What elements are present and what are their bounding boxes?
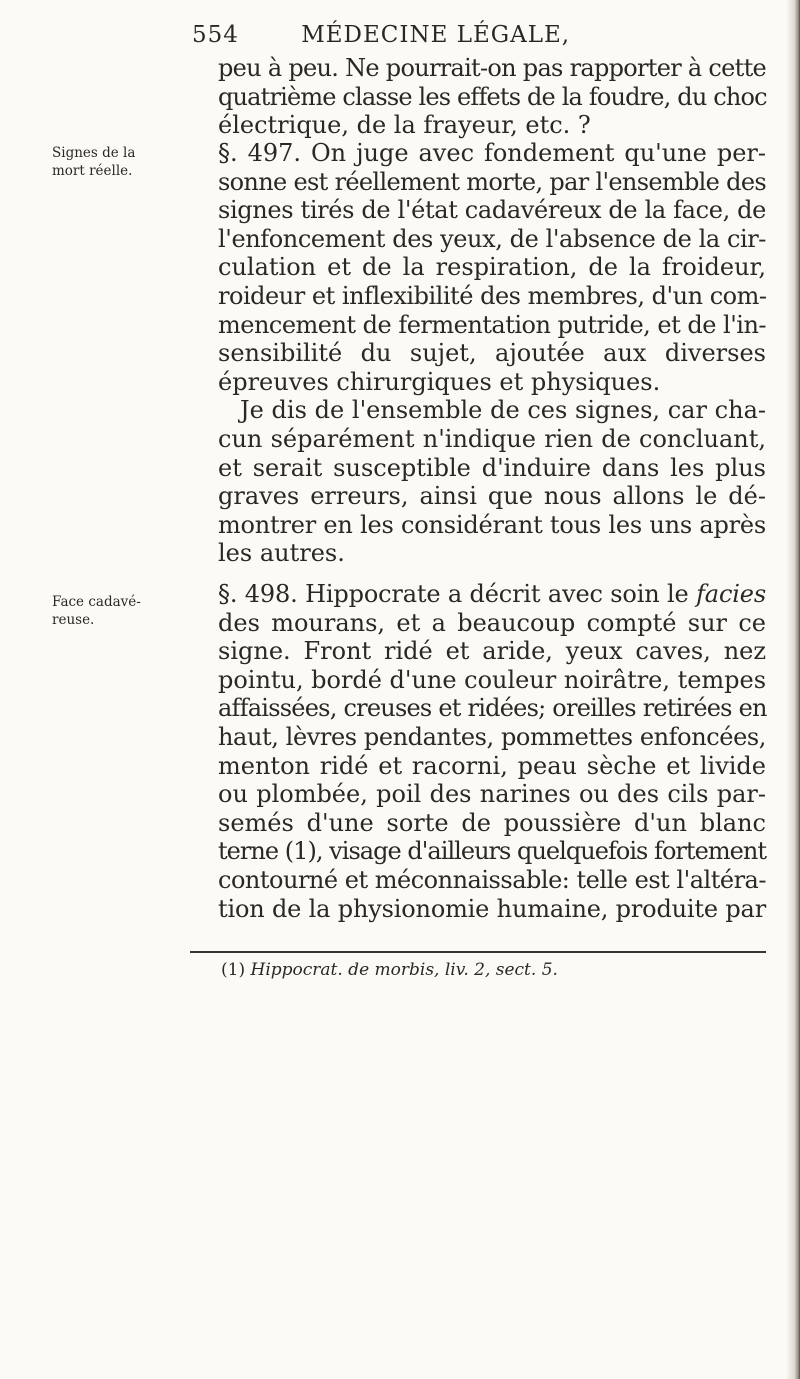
text-line: et serait susceptible d'induire dans les plus — [218, 453, 766, 482]
section-497 — [218, 139, 766, 568]
text-line: pointu, bordé d'une couleur noirâtre, tempes — [218, 665, 766, 694]
text-line: épreuves chirurgiques et physiques. — [218, 367, 661, 396]
text-line: signes tirés de l'état cadavéreux de la face, de — [218, 196, 767, 225]
running-title: MÉDECINE LÉGALE, — [301, 22, 571, 48]
text-line: culation et de la respiration, de la froideur, — [218, 253, 766, 282]
section-498 — [218, 580, 766, 923]
intro-paragraph — [218, 54, 766, 140]
text-line: semés d'une sorte de poussière d'un blanc — [218, 808, 766, 837]
text-line: contourné et méconnaissable: telle est l'altéra- — [218, 865, 766, 894]
margin-note-face: Face cadavé- reuse. — [52, 594, 141, 628]
text-line: Je dis de l'ensemble de ces signes, car cha- — [240, 396, 766, 425]
running-header — [192, 22, 740, 48]
text-line: des mourans, et a beaucoup compté sur ce — [218, 608, 766, 637]
text-line: l'enfoncement des yeux, de l'absence de la cir- — [218, 224, 766, 253]
text-line: sensibilité du sujet, ajoutée aux diverses — [218, 339, 766, 368]
text-line: montrer en les considérant tous les uns après — [218, 510, 766, 539]
text-line: tion de la physionomie humaine, produite par — [218, 894, 766, 923]
text-line: §. 497. On juge avec fondement qu'une per- — [218, 139, 766, 167]
page-number: 554 — [192, 22, 239, 48]
text-line: signe. Front ridé et aride, yeux caves, nez — [218, 637, 766, 666]
text-line: peu à peu. Ne pourrait-on pas rapporter à cette — [218, 54, 766, 82]
text-line: ou plombée, poil des narines ou des cils par- — [218, 780, 766, 809]
text-line: les autres. — [218, 539, 345, 568]
text-line: affaissées, creuses et ridées; oreilles retirées en — [218, 694, 767, 723]
footnote — [221, 960, 558, 980]
footnote-rule — [190, 951, 766, 953]
footnote-mark: (1) — [221, 960, 246, 980]
text-line: mencement de fermentation putride, et de l'in- — [218, 310, 766, 339]
text-line: sonne est réellement morte, par l'ensemble des — [218, 167, 767, 196]
text-line: haut, lèvres pendantes, pommettes enfoncées, — [218, 722, 767, 751]
footnote-text: Hippocrat. de morbis, liv. 2, sect. 5. — [250, 960, 558, 980]
text-line: §. 498. Hippocrate a décrit avec soin le facies — [218, 580, 766, 608]
text-line: menton ridé et racorni, peau sèche et livide — [218, 751, 766, 780]
text-line: électrique, de la frayeur, etc. ? — [218, 111, 591, 140]
text-line: cun séparément n'indique rien de concluant, — [218, 424, 766, 453]
margin-note-signes: Signes de la mort réelle. — [52, 145, 136, 179]
text-line: graves erreurs, ainsi que nous allons le dé- — [218, 482, 766, 511]
text-line: roideur et inflexibilité des membres, d'un com- — [218, 281, 767, 310]
page-edge-shadow — [786, 0, 800, 1379]
text-line: terne (1), visage d'ailleurs quelquefois fortement — [218, 837, 766, 866]
text-line: quatrième classe les effets de la foudre, du choc — [218, 82, 767, 111]
